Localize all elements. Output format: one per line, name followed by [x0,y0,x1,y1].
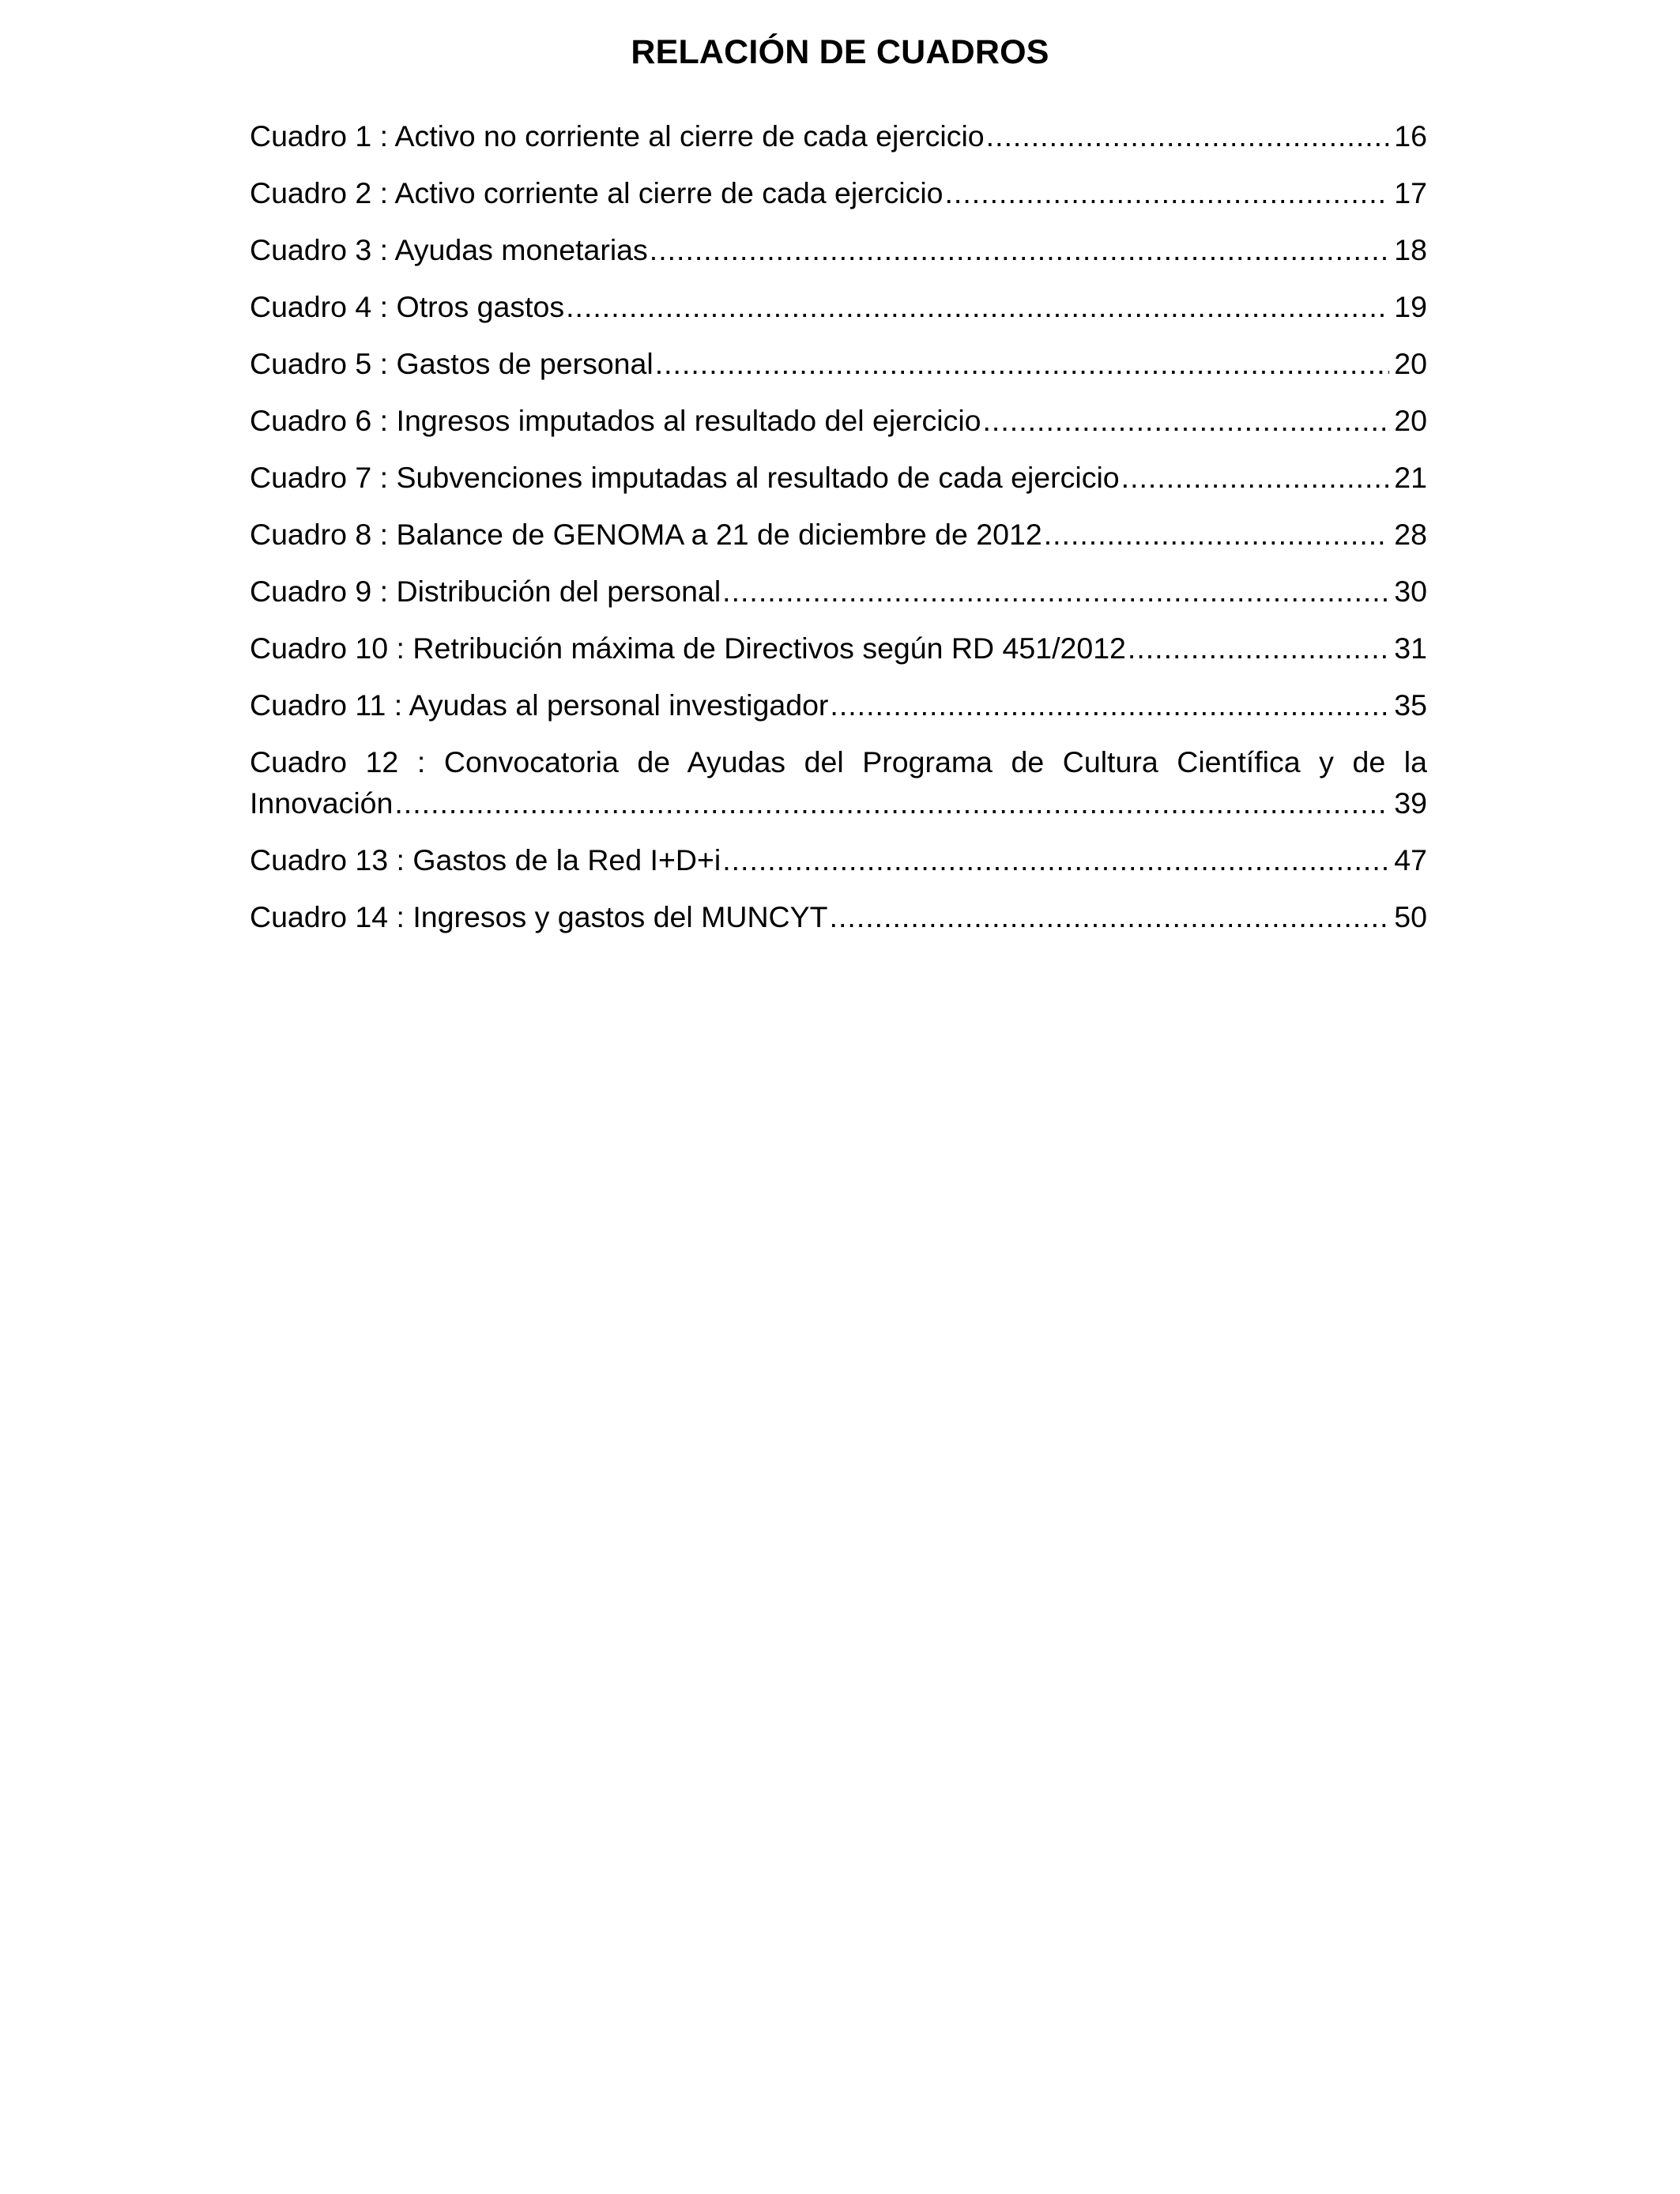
toc-entry-page: 50 [1394,900,1427,933]
toc-entry-title: Cuadro 5 : Gastos de personal [250,347,654,380]
toc-entry-title: Cuadro 3 : Ayudas monetarias [250,233,648,266]
dot-leader [1121,457,1390,498]
toc-entry-page: 17 [1394,176,1427,209]
toc-entry[interactable] [250,839,1427,880]
dot-leader [566,286,1389,327]
toc-entry[interactable] [250,514,1427,555]
toc-entry-page: 35 [1394,688,1427,722]
toc-entry-page: 30 [1394,575,1427,608]
toc-entry-page: 20 [1394,404,1427,437]
toc-entry-title: Cuadro 7 : Subvenciones imputadas al resultado de cada ejercicio [250,461,1120,494]
dot-leader [830,684,1389,726]
dot-leader [983,400,1390,441]
dot-leader [655,343,1390,384]
toc-entry-page: 20 [1394,347,1427,380]
toc-entry-title: Cuadro 14 : Ingresos y gastos del MUNCYT [250,900,828,933]
toc-entry[interactable] [250,343,1427,384]
toc-entry-page: 47 [1394,843,1427,876]
dot-leader [830,896,1390,937]
toc-entry-title: Cuadro 11 : Ayudas al personal investigador [250,688,829,722]
dot-leader [945,172,1390,213]
toc-entry-title-continued: Innovación [250,786,394,820]
toc-entry-page: 18 [1394,233,1427,266]
toc-entry-page: 39 [1394,786,1427,820]
toc-entry-title: Cuadro 8 : Balance de GENOMA a 21 de diciembre de 2012 [250,518,1042,551]
toc-entry[interactable] [250,400,1427,441]
toc-entry[interactable] [250,115,1427,156]
toc-entry[interactable] [250,628,1427,669]
toc-entry-page: 19 [1394,290,1427,323]
dot-leader [986,115,1390,156]
toc-entry-title: Cuadro 6 : Ingresos imputados al resultado del ejercicio [250,404,981,437]
dot-leader [1044,514,1390,555]
toc-entry[interactable] [250,571,1427,612]
dot-leader [1128,628,1389,669]
page-title: RELACIÓN DE CUADROS [631,33,1049,71]
toc-entry-title: Cuadro 10 : Retribución máxima de Directivos según RD 451/2012 [250,631,1126,665]
dot-leader [722,571,1389,612]
toc-entry[interactable] [250,896,1427,937]
toc-entry[interactable] [250,684,1427,726]
toc-entry-page: 31 [1394,631,1427,665]
toc-entry-page: 21 [1394,461,1427,494]
dot-leader [650,229,1390,270]
toc-entry[interactable] [250,229,1427,270]
toc-entry-title: Cuadro 1 : Activo no corriente al cierre de cada ejercicio [250,119,985,153]
toc-entry-title: Cuadro 13 : Gastos de la Red I+D+i [250,843,721,876]
dot-leader [394,782,1389,824]
toc-entry-page: 16 [1394,119,1427,153]
toc-entry-title: Cuadro 12 : Convocatoria de Ayudas del Programa de Cultura Científica y de la [250,745,1427,778]
table-of-tables [250,115,1427,953]
dot-leader [722,839,1389,880]
toc-entry-page: 28 [1394,518,1427,551]
toc-entry-title: Cuadro 4 : Otros gastos [250,290,565,323]
toc-entry[interactable] [250,286,1427,327]
toc-entry[interactable] [250,457,1427,498]
toc-entry-title: Cuadro 2 : Activo corriente al cierre de cada ejercicio [250,176,944,209]
toc-entry-title: Cuadro 9 : Distribución del personal [250,575,721,608]
toc-entry[interactable] [250,741,1427,824]
toc-entry[interactable] [250,172,1427,213]
